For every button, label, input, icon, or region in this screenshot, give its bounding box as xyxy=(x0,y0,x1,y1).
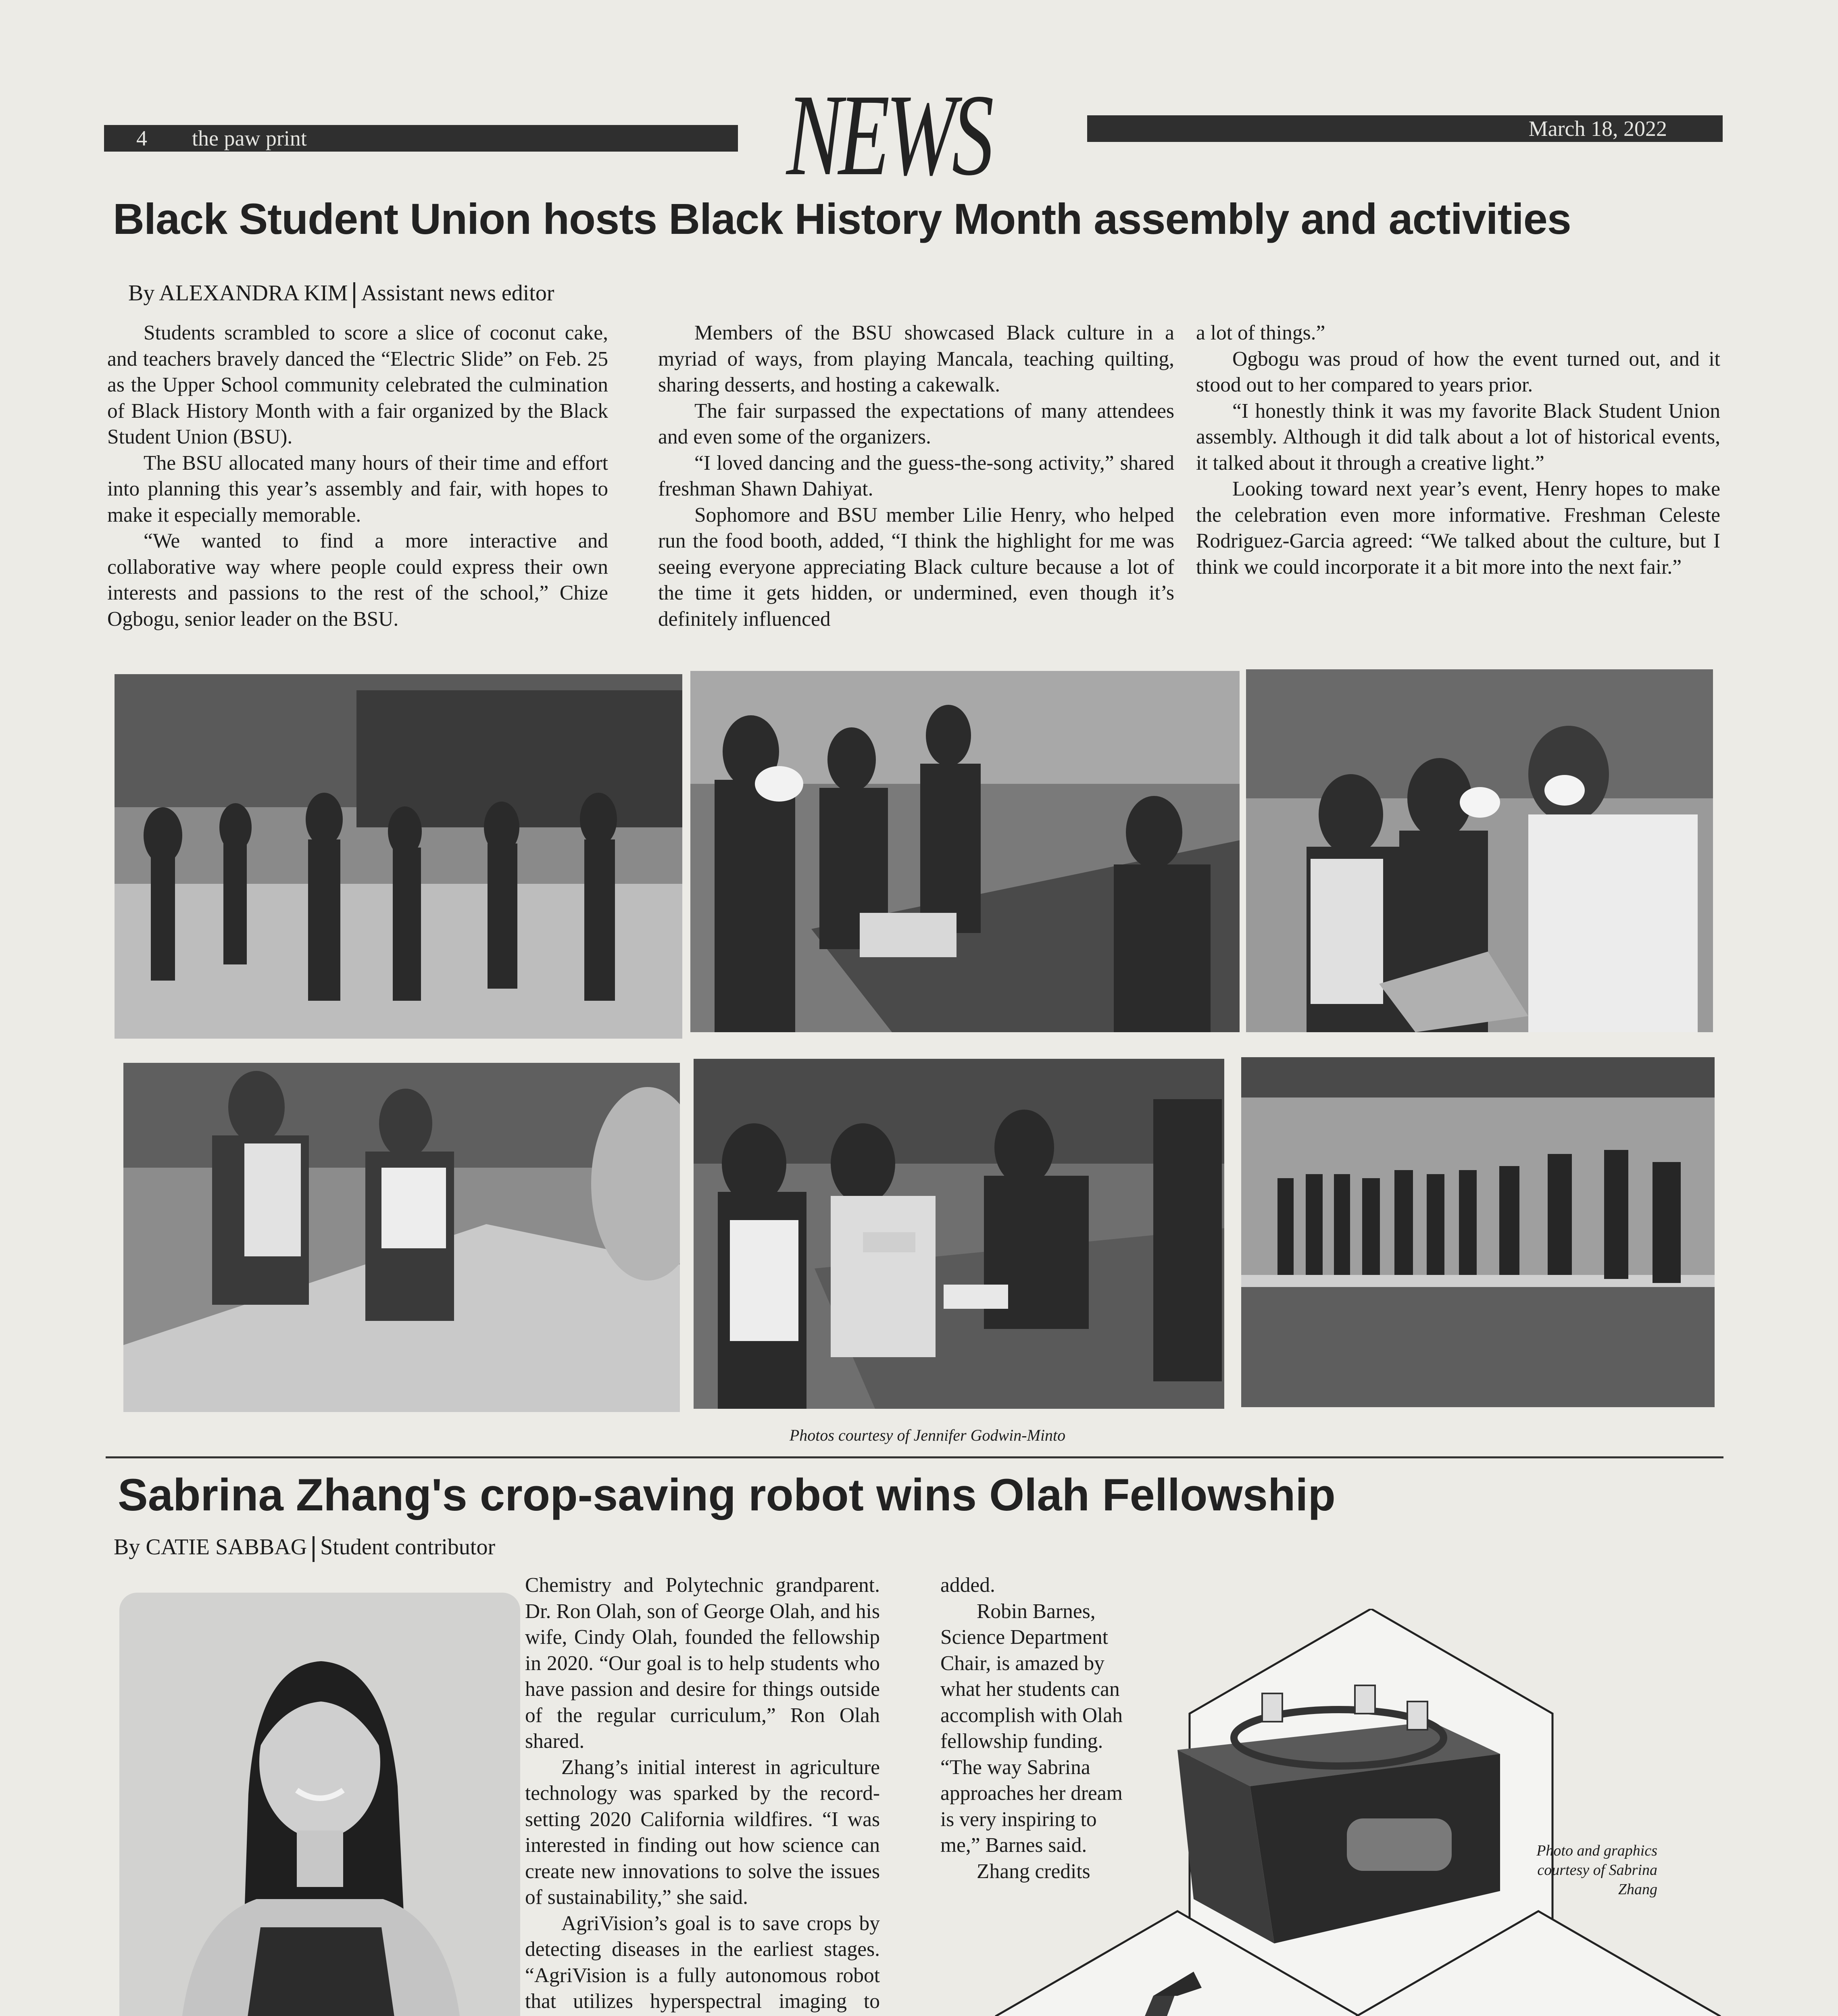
article2-column-2 xyxy=(525,1572,880,2016)
header-bar-right xyxy=(1087,115,1723,142)
article1-byline xyxy=(128,279,554,308)
paragraph: Zhang’s initial interest in agriculture technology was sparked by the record-setting 2020 California wildfires. “I was interested in finding out how science can create new innovations to solve the issues of sustainability,” she said. xyxy=(525,1756,880,1909)
paragraph: “We wanted to find a more interactive and collaborative way where people could express their own interests and passions to the rest of the school,” Chize Ogbogu, senior leader on the BSU. xyxy=(107,529,608,631)
paragraph: Students scrambled to score a slice of coconut cake, and teachers bravely danced the “Electric Slide” on Feb. 25 as the Upper School community celebrated the culmination of Black History Month with a fair organized by the Black Student Union (BSU). xyxy=(107,321,608,448)
header-bar-left xyxy=(104,125,738,152)
paragraph: Chemistry and Polytechnic grandparent. Dr. Ron Olah, son of George Olah, and his wife, Cindy Olah, founded the fellowship in 2020. “Our goal is to help students who have passion and desire for things outside of the regular curriculum,” Ron Olah shared. xyxy=(525,1574,880,1753)
publication-name: the paw print xyxy=(192,126,307,150)
paragraph: Zhang credits xyxy=(977,1860,1090,1883)
paragraph: “I honestly think it was my favorite Black Student Union assembly. Although it did talk about a lot of historical events, it talked about it through a creative light.” xyxy=(1196,399,1720,475)
section-title: NEWS xyxy=(786,70,990,200)
paragraph: “I loved dancing and the guess-the-song activity,” shared freshman Shawn Dahiyat. xyxy=(658,451,1174,500)
paragraph: added. xyxy=(940,1574,995,1597)
graphics-credit: Photo and graphics courtesy of Sabrina Zhang xyxy=(1536,1842,1657,1898)
article2-author-role: Student contributor xyxy=(320,1535,496,1560)
article1-column-1 xyxy=(107,320,608,632)
photo-stage-dance xyxy=(1241,1057,1715,1407)
robot-hexagon-graphics xyxy=(968,1609,1734,2016)
photo-food-booth xyxy=(690,671,1240,1032)
article1-headline: Black Student Union hosts Black History Month assembly and activities xyxy=(113,194,1571,243)
portrait-sabrina-zhang xyxy=(119,1593,520,2016)
paragraph: Looking toward next year’s event, Henry hopes to make the celebration even more informative. Freshman Celeste Rodriguez-Garcia agreed: “We talked about the culture, but I think we could incorporate it a bit more into the next fair.” xyxy=(1196,477,1720,579)
photo-quilting-table xyxy=(123,1063,680,1412)
issue-date: March 18, 2022 xyxy=(1528,117,1667,141)
article1-column-2 xyxy=(658,320,1174,632)
paragraph: The fair surpassed the expectations of many attendees and even some of the organizers. xyxy=(658,399,1174,448)
article2-author: By CATIE SABBAG xyxy=(114,1535,307,1560)
photo-dancing-outdoors xyxy=(115,674,682,1039)
paragraph: Robin Barnes, Science Department Chair, is amazed by what her students can accomplish with Olah fellowship funding. “The way Sabrina approaches her dream is very inspiring to me,” Barnes said. xyxy=(940,1599,1123,1857)
article1-author: By ALEXANDRA KIM xyxy=(128,281,348,306)
photo-laptop-group xyxy=(1246,669,1713,1032)
paragraph: Sophomore and BSU member Lilie Henry, who helped run the food booth, added, “I think the highlight for me was seeing everyone appreciating Black culture because a lot of the time it gets hidden, or undermined, even though it’s definitely influenced xyxy=(658,503,1174,631)
article1-author-role: Assistant news editor xyxy=(361,281,554,306)
page-number: 4 xyxy=(136,126,147,150)
photo-mancala-game xyxy=(694,1059,1224,1409)
photo-credit: Photos courtesy of Jennifer Godwin-Minto xyxy=(789,1426,1066,1444)
article2-headline: Sabrina Zhang's crop-saving robot wins Olah Fellowship xyxy=(118,1470,1336,1520)
section-divider xyxy=(106,1456,1723,1458)
article2-byline xyxy=(114,1533,495,1562)
article1-column-3 xyxy=(1196,320,1720,580)
paragraph: The BSU allocated many hours of their time and effort into planning this year’s assembly and fair, with hopes to make it especially memorable. xyxy=(107,451,608,527)
paragraph: a lot of things.” xyxy=(1196,321,1325,344)
paragraph: Members of the BSU showcased Black culture in a myriad of ways, from playing Mancala, teaching quilting, sharing desserts, and hosting a cakewalk. xyxy=(658,321,1174,396)
paragraph: Ogbogu was proud of how the event turned out, and it stood out to her compared to years prior. xyxy=(1196,347,1720,396)
paragraph: AgriVision’s goal is to save crops by detecting diseases in the earliest stages. “AgriVision is a fully autonomous robot that utilizes hyperspectral imaging to xyxy=(525,1912,880,2013)
